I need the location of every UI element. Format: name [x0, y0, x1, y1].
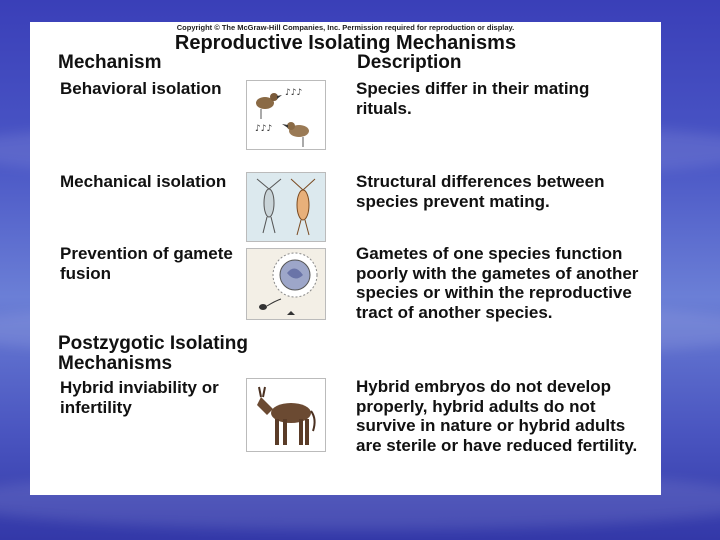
mechanism-mechanical: Mechanical isolation	[60, 172, 227, 191]
songbirds-icon	[246, 80, 326, 150]
mule-icon	[246, 378, 326, 452]
description-gamete-fusion: Gametes of one species function poorly with the gametes of another species or within the reproductive tract of another species.	[356, 244, 639, 322]
description-header: Description	[357, 52, 462, 73]
svg-text:♪♪♪: ♪♪♪	[285, 88, 303, 98]
mechanism-behavioral: Behavioral isolation	[60, 79, 222, 98]
description-mechanical: Structural differences between species prevent mating.	[356, 172, 605, 211]
slide-panel	[30, 22, 661, 495]
svg-text:♪♪♪: ♪♪♪	[255, 124, 273, 134]
egg-sperm-icon	[246, 248, 326, 320]
postzygotic-header: Postzygotic Isolating Mechanisms	[58, 333, 249, 374]
mechanism-header: Mechanism	[58, 52, 162, 73]
copyright-notice: Copyright © The McGraw-Hill Companies, Inc. Permission required for reproduction or display.	[176, 23, 515, 32]
description-behavioral: Species differ in their mating rituals.	[356, 79, 590, 118]
description-hybrid: Hybrid embryos do not develop properly, hybrid adults do not survive in nature or hybrid adults are sterile or have reduced fertility.	[356, 377, 638, 455]
insects-icon	[246, 172, 326, 242]
slide-title: Reproductive Isolating Mechanisms	[174, 32, 517, 54]
mechanism-hybrid: Hybrid inviability or infertility	[60, 378, 219, 417]
mechanism-gamete-fusion: Prevention of gamete fusion	[60, 244, 233, 283]
